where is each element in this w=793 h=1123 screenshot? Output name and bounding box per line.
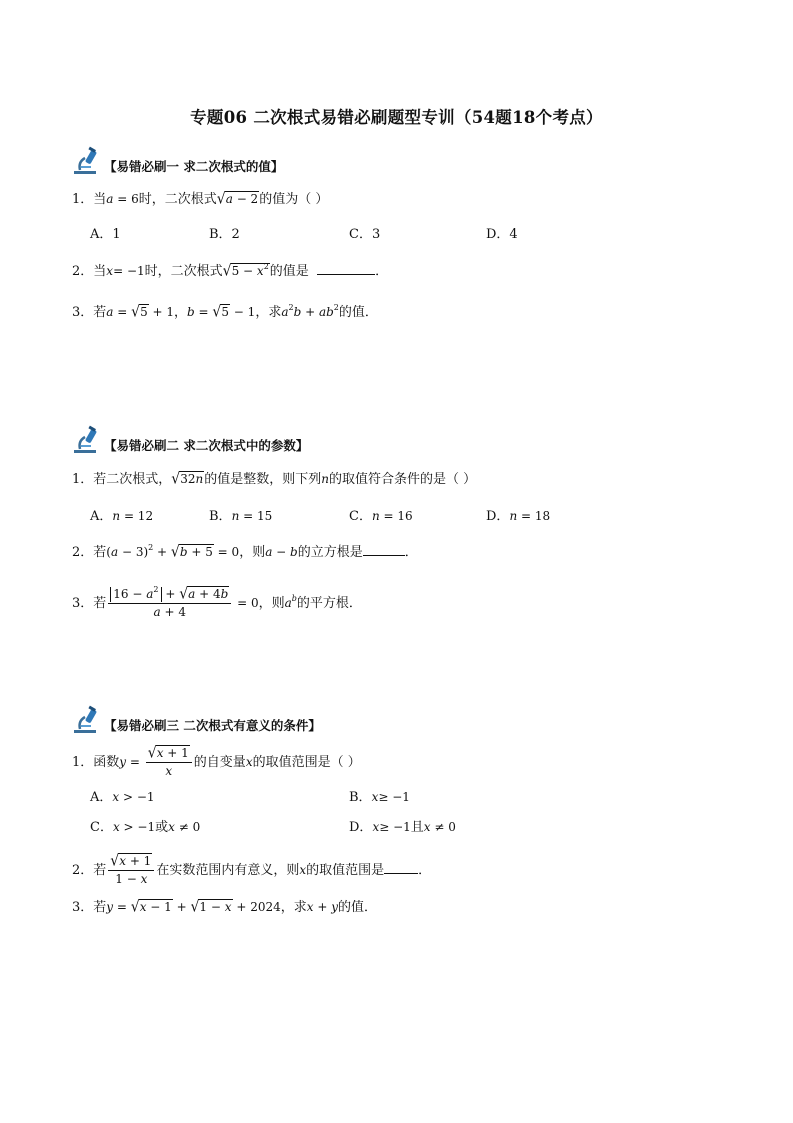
option-a: A．1 — [90, 227, 121, 242]
question-3-3: 3．若y = √x − 1 + √1 − x + 2024，求x + y的值． — [72, 898, 378, 916]
question-1-1: 1．当a = 6时，二次根式√a − 2的值为（ ） — [72, 190, 329, 208]
option-b: B．x≥ −1 — [349, 790, 410, 805]
question-1-3: 3．若a = √5 + 1，b = √5 − 1，求$a^2b + ab^2$的值． — [72, 303, 378, 321]
option-b: B．n = 15 — [209, 509, 273, 524]
answer-blank[interactable] — [363, 543, 405, 556]
question-2-2: 2．若$(a - 3)^2 + √b + 5 = 0$，则a − b的立方根是 ． — [72, 543, 418, 561]
section-3-header — [72, 705, 321, 735]
page-title: 专题06 二次根式易错必刷题型专训（54题18个考点） — [190, 108, 603, 127]
question-3-1: 1．函数y = $\frac{√x + 1}{x}$ 的自变量x的取值范围是（ ） — [72, 744, 361, 778]
option-d: D．x≥ −1且x ≠ 0 — [349, 820, 456, 835]
option-b: B．2 — [209, 227, 240, 242]
question-2-3: 3．若 $\frac{16 - a^2 + √a + 4b}{a + 4}$ = 0，则$a^b$的平方根． — [72, 585, 362, 619]
section-1-header — [72, 146, 283, 176]
section-heading: 【易错必刷二 求二次根式中的参数】 — [104, 438, 309, 453]
microscope-icon — [72, 705, 102, 735]
question-2-1: 1．若二次根式，√32n的值是整数，则下列n的取值符合条件的是（ ） — [72, 470, 477, 488]
microscope-icon — [72, 425, 102, 455]
question-3-2: 2．若 $\frac{√x + 1}{1 - x}$ 在实数范围内有意义，则x的取值范围是 ． — [72, 852, 432, 886]
option-d: D．n = 18 — [486, 509, 551, 524]
option-a: A．n = 12 — [90, 509, 154, 524]
option-c: C．n = 16 — [349, 509, 413, 524]
option-c: C．x > −1或x ≠ 0 — [90, 820, 201, 835]
option-a: A．x > −1 — [90, 790, 155, 805]
section-heading: 【易错必刷一 求二次根式的值】 — [104, 159, 284, 174]
answer-blank[interactable] — [317, 262, 375, 275]
microscope-icon — [72, 146, 102, 176]
option-d: D．4 — [486, 227, 518, 242]
section-heading: 【易错必刷三 二次根式有意义的条件】 — [104, 718, 321, 733]
option-c: C．3 — [349, 227, 381, 242]
section-2-header — [72, 425, 308, 455]
question-1-2: 2．当x= −1时，二次根式$√5 - x^2$的值是 ． — [72, 262, 389, 280]
answer-blank[interactable] — [384, 861, 418, 874]
